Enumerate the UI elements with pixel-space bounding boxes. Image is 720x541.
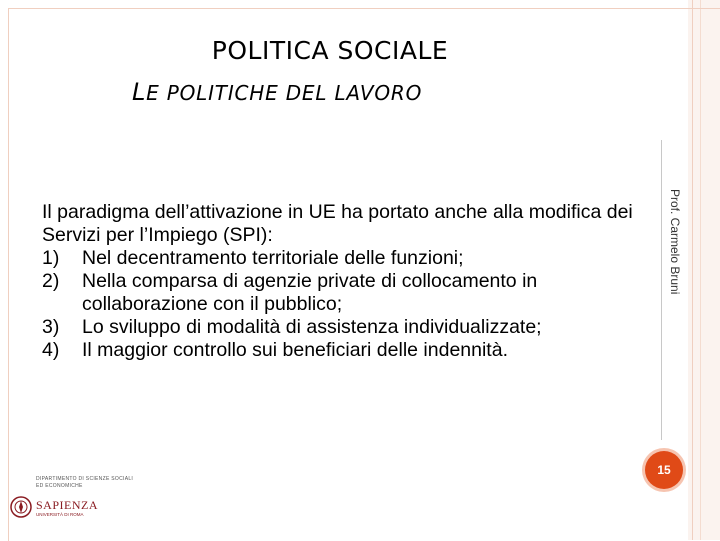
slide-title: POLITICA SOCIALE (211, 36, 449, 65)
item-text: Lo sviluppo di modalità di assistenza individualizzate; (82, 316, 542, 338)
slide-subtitle (132, 78, 422, 106)
university-subtitle: UNIVERSITÀ DI ROMA (36, 512, 84, 517)
university-name: SAPIENZA (36, 498, 99, 512)
subtitle-rest: E POLITICHE DEL LAVORO (146, 81, 423, 105)
intro-text: Il paradigma dell’attivazione in UE ha portato anche alla modifica dei Servizi per l’Impiego (SPI): (42, 201, 633, 246)
sapienza-seal-icon (10, 494, 32, 520)
list-item (42, 270, 642, 316)
right-border-line (692, 0, 693, 540)
item-text: Nel decentramento territoriale delle funzioni; (82, 247, 464, 269)
list-item (42, 339, 642, 362)
list-item (42, 247, 642, 270)
item-text: Il maggior controllo sui beneficiari delle indennità. (82, 339, 508, 361)
vertical-divider (661, 140, 662, 440)
dept-line-1: DIPARTIMENTO DI SCIENZE SOCIALI (36, 476, 134, 482)
subtitle-initial: L (132, 78, 147, 106)
page-number-badge: 15 (645, 451, 683, 489)
item-text: Nella comparsa di agenzie private di collocamento in collaborazione con il pubblico; (82, 270, 538, 315)
list-item (42, 316, 642, 339)
item-number: 4) (42, 339, 60, 361)
item-number: 3) (42, 316, 60, 338)
item-number: 2) (42, 270, 60, 292)
right-border-line-inner (700, 0, 701, 540)
dept-line-2: ED ECONOMICHE (36, 483, 83, 489)
item-number: 1) (42, 247, 60, 269)
slide-body (42, 201, 642, 362)
points-list (42, 247, 642, 362)
author-credit: Prof. Carmelo Bruni (668, 189, 682, 295)
